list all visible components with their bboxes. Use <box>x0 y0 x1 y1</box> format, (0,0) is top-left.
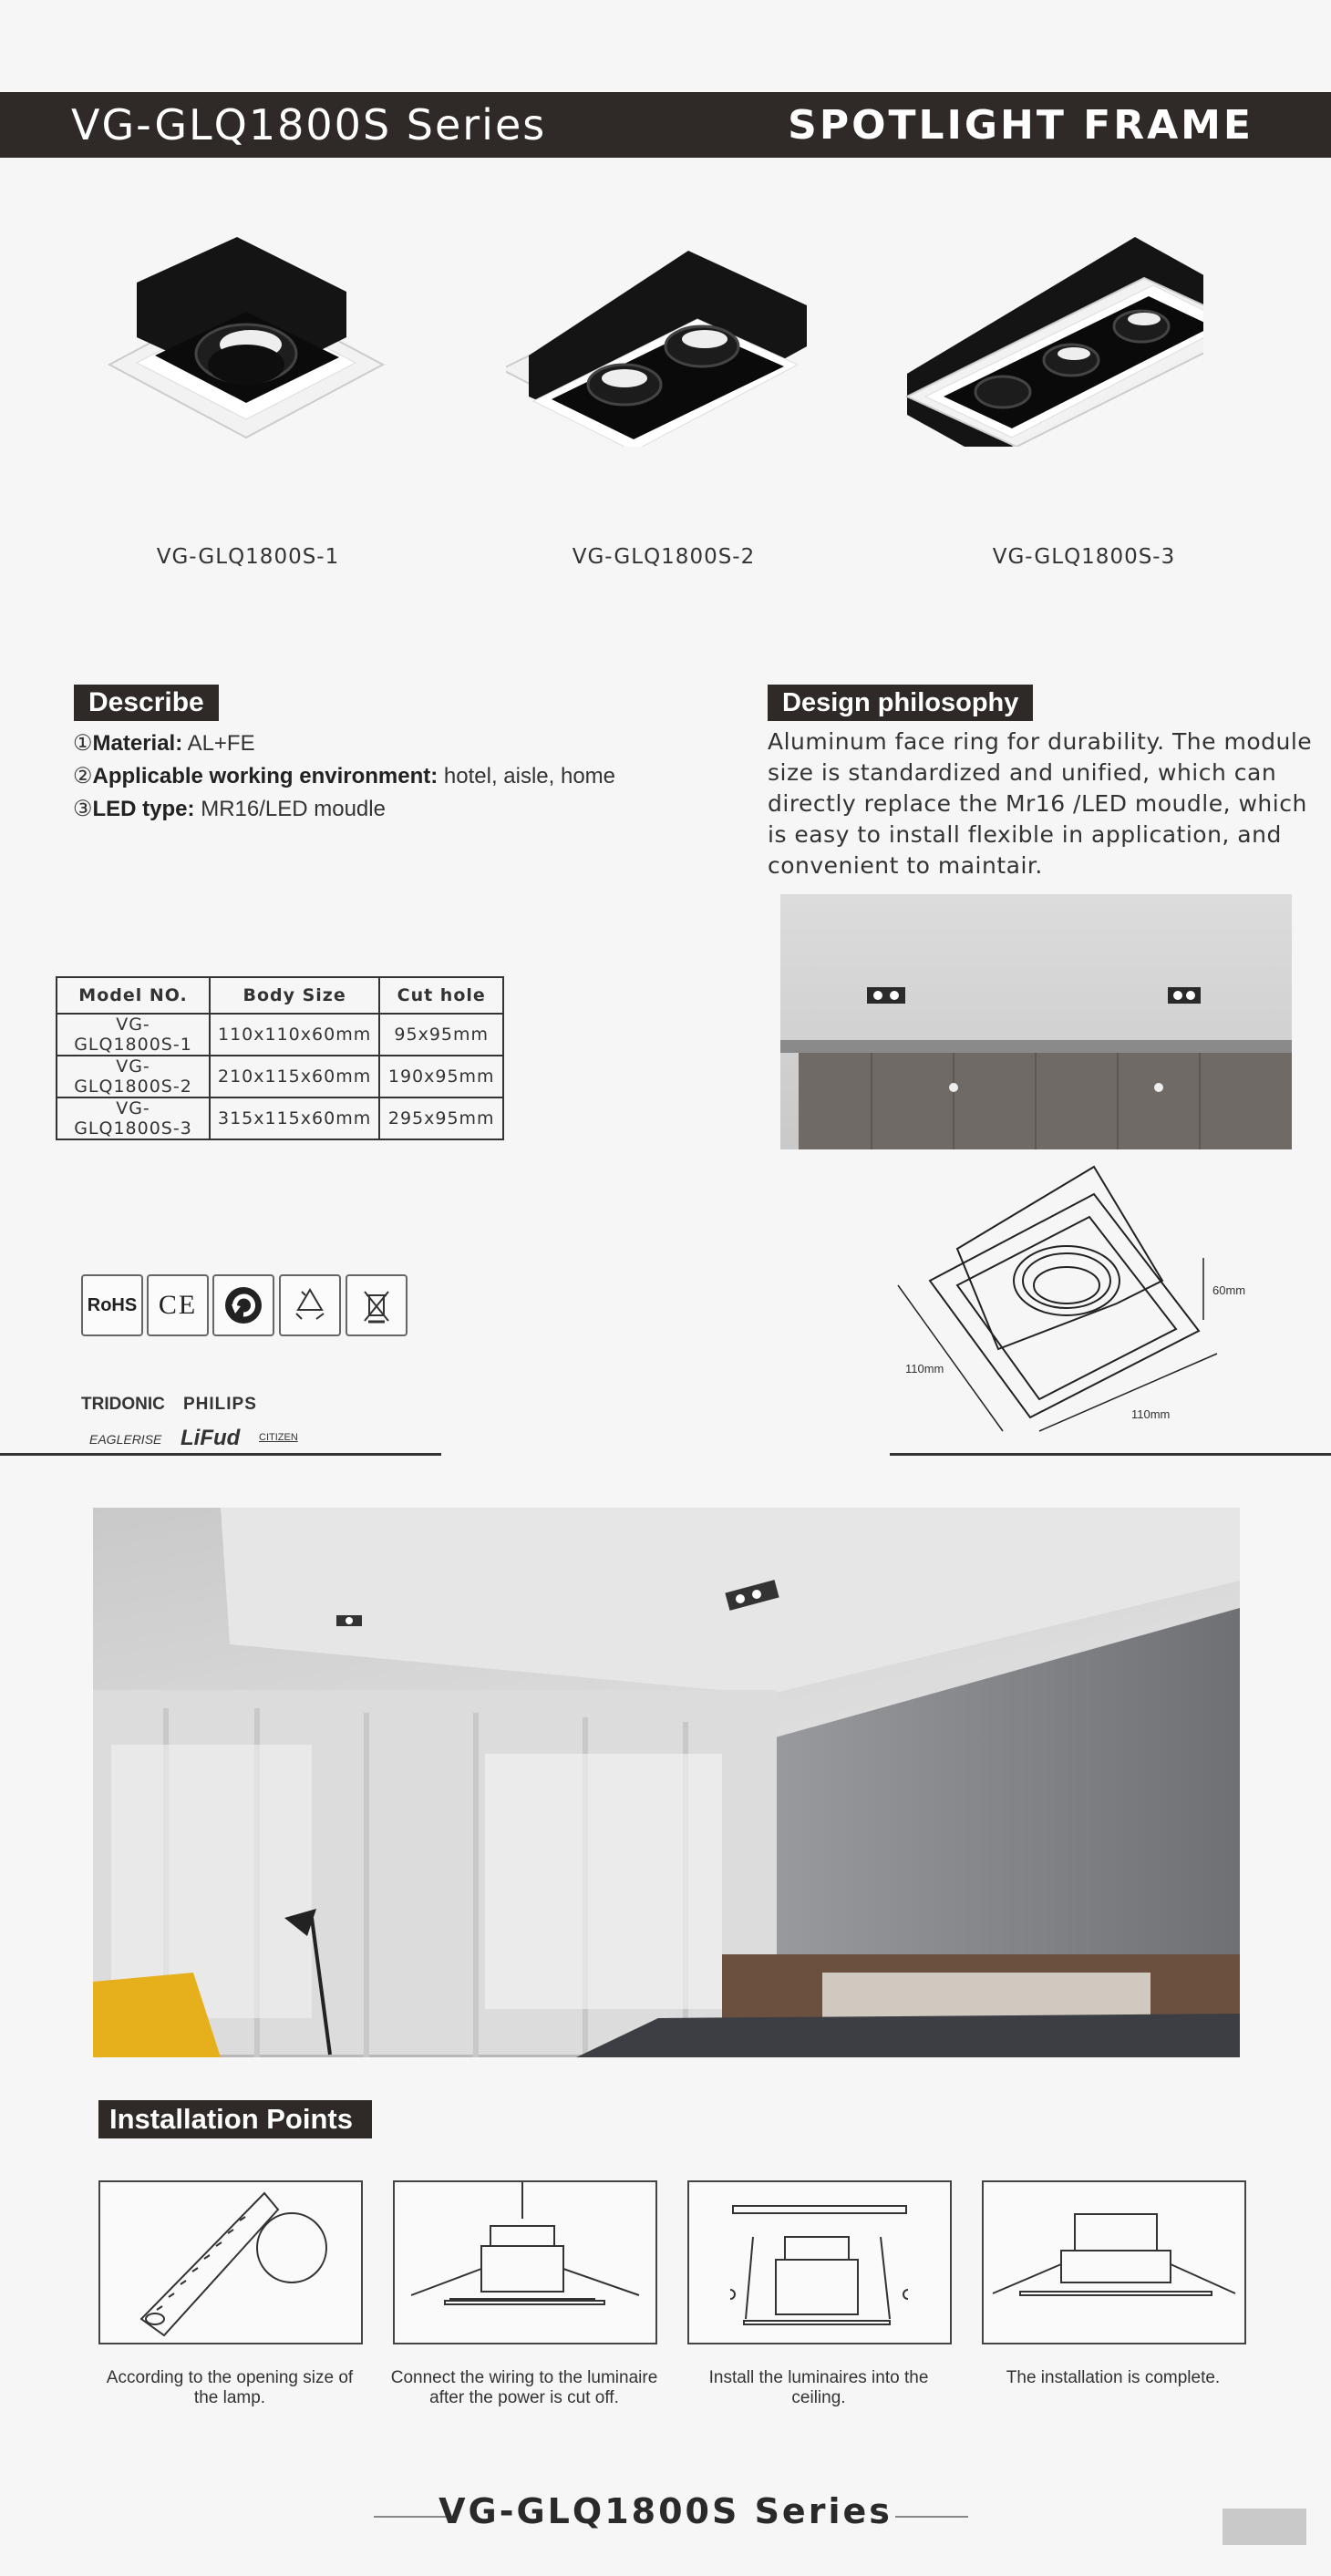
recycle-triangle-icon <box>279 1274 341 1336</box>
install-step-1-caption: According to the opening size of the lamp. <box>106 2368 354 2407</box>
recycle-arrow-icon <box>212 1274 274 1336</box>
brand-eaglerise: EAGLERISE <box>89 1432 162 1447</box>
product-image-1 <box>100 228 401 447</box>
describe-line-3-label: LED type: <box>92 797 195 821</box>
describe-line-3-number: ③ <box>73 797 93 821</box>
describe-line-2-label: Applicable working environment: <box>92 764 439 788</box>
product-image-3 <box>903 228 1203 447</box>
table-header-row <box>57 977 503 1014</box>
table-cell: 95x95mm <box>379 1014 503 1056</box>
product-caption-1: VG-GLQ1800S-1 <box>156 545 340 569</box>
table-cell: VG-GLQ1800S-1 <box>57 1014 210 1056</box>
divider-right <box>890 1453 1331 1456</box>
product-image-2 <box>506 228 807 447</box>
brand-tridonic: TRIDONIC <box>81 1395 165 1414</box>
ce-text: CE <box>158 1290 198 1320</box>
install-step-1-illustration <box>98 2180 363 2344</box>
install-step-4-caption: The installation is complete. <box>1006 2368 1221 2387</box>
table-header-cell: Model NO. <box>57 977 210 1014</box>
describe-line-3-value: MR16/LED moudle <box>194 797 386 821</box>
ceiling-photo <box>780 894 1292 1149</box>
describe-line-2-value: hotel, aisle, home <box>438 764 616 788</box>
depth-dim-label: 110mm <box>905 1362 944 1376</box>
describe-tag: Describe <box>74 685 219 721</box>
width-dim-label: 110mm <box>1131 1407 1171 1421</box>
spotlight-frame-title: SPOTLIGHT FRAME <box>788 102 1254 149</box>
ce-icon <box>147 1274 209 1336</box>
footer-rule-right <box>895 2516 968 2518</box>
install-step-3-caption: Install the luminaires into the ceiling. <box>708 2368 929 2407</box>
product-caption-2: VG-GLQ1800S-2 <box>572 545 756 569</box>
design-philosophy-tag: Design philosophy <box>768 685 1033 721</box>
product-caption-3: VG-GLQ1800S-3 <box>992 545 1176 569</box>
table-cell: VG-GLQ1800S-2 <box>57 1056 210 1097</box>
height-dim-label: 60mm <box>1212 1283 1246 1297</box>
describe-line-1-value: AL+FE <box>182 731 255 756</box>
spec-table <box>56 976 504 1140</box>
install-step-2-illustration <box>393 2180 657 2344</box>
table-cell: 190x95mm <box>379 1056 503 1097</box>
design-philosophy-text: Aluminum face ring for durability. The module size is standardized and unified, which can directly replace the Mr16 /LED moudle, which is easy to install flexible in application, and convenient to maintair. <box>768 728 1313 879</box>
divider-left <box>0 1453 441 1456</box>
table-cell: VG-GLQ1800S-3 <box>57 1097 210 1139</box>
describe-line-2-number: ② <box>73 764 93 788</box>
table-cell: 110x110x60mm <box>210 1014 379 1056</box>
scroll-to-top-button[interactable] <box>1223 2509 1306 2545</box>
brand-philips: PHILIPS <box>183 1395 257 1414</box>
table-header-cell: Cut hole <box>379 977 503 1014</box>
table-row <box>57 1097 503 1139</box>
describe-line-1 <box>73 730 255 757</box>
series-title: VG-GLQ1800S Series <box>71 100 547 149</box>
rohs-icon <box>81 1274 143 1336</box>
installation-points-tag: Installation Points <box>98 2100 372 2138</box>
table-row <box>57 1014 503 1056</box>
table-cell: 210x115x60mm <box>210 1056 379 1097</box>
dimension-drawing <box>889 1158 1258 1458</box>
weee-bin-icon <box>346 1274 408 1336</box>
table-row <box>57 1056 503 1097</box>
table-cell: 295x95mm <box>379 1097 503 1139</box>
brand-lifud: LiFud <box>181 1426 241 1450</box>
brand-citizen: CITIZEN <box>259 1432 298 1443</box>
rohs-text: RoHS <box>87 1294 138 1315</box>
bedroom-photo <box>93 1508 1240 2057</box>
install-step-3-illustration <box>687 2180 952 2344</box>
install-step-4-illustration <box>982 2180 1246 2344</box>
table-header-cell: Body Size <box>210 977 379 1014</box>
install-step-2-caption: Connect the wiring to the luminaire after the power is cut off. <box>390 2368 658 2407</box>
footer-title: VG-GLQ1800S Series <box>439 2491 892 2531</box>
describe-line-2 <box>73 763 615 789</box>
describe-line-1-label: Material: <box>92 731 183 756</box>
describe-line-1-number: ① <box>73 731 93 756</box>
table-cell: 315x115x60mm <box>210 1097 379 1139</box>
describe-line-3 <box>73 796 386 822</box>
